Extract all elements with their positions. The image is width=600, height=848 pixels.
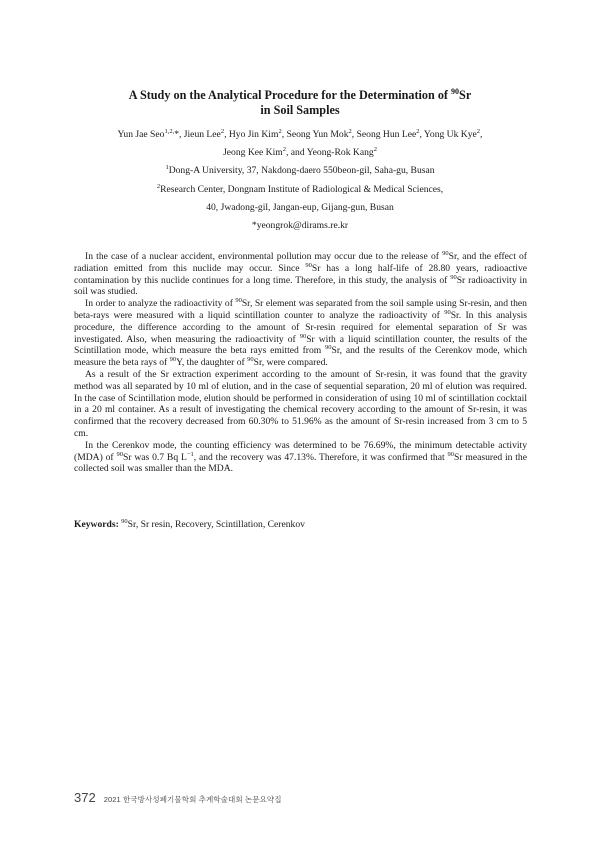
- page-number: 372: [74, 790, 96, 805]
- abstract-paragraph-3: As a result of the Sr extraction experiment according to the amount of Sr-resin, it was found that the gravity method was all separated by 10 ml of elution, and in the case of sequential separation, 20 ml of elution was required. In the case of Scintillation mode, elution should be performed in consideration of using 10 ml of scintillation cocktail in a 20 ml container. As a result of investigating the chemical recovery according to the amount of Sr-resin, it was confirmed that the recovery decreased from 60.30% to 51.96% as the amount of Sr-resin increased from 3 cm to 5 cm.: [74, 368, 527, 439]
- author-list-line-1: Yun Jae Seo$^{1,2,}$*, Jieun Lee$^2$, Hyo Jin Kim$^2$, Seong Yun Mok$^2$, Seong Hun Lee$^2$, Yong Uk Kye$^2$,: [117, 127, 483, 140]
- abstract-paragraph-4: In the Cerenkov mode, the counting efficiency was determined to be 76.69%, the minimum detectable activity (MDA) of $^{90}$Sr was 0.7 Bq $L^{-1}$, and the recovery was 47.13%. Therefore, it was confirmed that $^{90}$Sr measured in the collected soil was smaller than the MDA.: [74, 439, 527, 475]
- abstract-paragraph-1: In the case of a nuclear accident, environmental pollution may occur due to the release of $^{90}$Sr, and the effect of radiation emitted from this nuclide may occur. Since $^{90}$Sr has a long half-life of 28.80 years, radioactive contamination by this nuclide continues for a long time. Therefore, in this study, the analysis of $^{90}$Sr radioactivity in soil was studied.: [74, 249, 528, 298]
- paper-title: A Study on the Analytical Procedure for the Determination of $^{90}$Sr in Soil Samples: [128, 86, 472, 117]
- abstract: [74, 251, 527, 475]
- keywords: Keywords: $^{90}$Sr, Sr resin, Recovery, Scintillation, Cerenkov: [74, 517, 305, 530]
- journal-name: 2021 한국방사성폐기물학회 추계학술대회 논문요약집: [103, 795, 282, 804]
- corresponding-email: *yeongrok@dirams.re.kr: [251, 220, 349, 231]
- keywords-label: Keywords:: [74, 519, 119, 530]
- page-footer: [74, 790, 282, 805]
- abstract-paragraph-2: In order to analyze the radioactivity of $^{90}$Sr, Sr element was separated from the soil sample using Sr-resin, and then beta-rays were measured with a liquid scintillation counter to analyze the radioactivity of $^{90}$Sr. In this analysis procedure, the difference according to the amount of Sr-resin required for elemental separation of Sr was investigated. Also, when measuring the radioactivity of $^{90}$Sr with a liquid scintillation counter, the results of the Scintillation mode, which measure the beta rays emitted from $^{90}$Sr, and the results of the Cerenkov mode, which measure the beta rays of $^{90}$Y, the daughter of $^{90}$Sr, were compared.: [74, 297, 527, 369]
- affiliation-2: $^2$Research Center, Dongnam Institute of Radiological & Medical Sciences,: [156, 182, 444, 195]
- author-list-line-2: Jeong Kee Kim$^2$, and Yeong-Rok Kang$^2$: [223, 145, 377, 158]
- affiliation-1: $^1$Dong-A University, 37, Nakdong-daero 550beon-gil, Saha-gu, Busan: [165, 163, 435, 176]
- keywords-text: Sr, Sr resin, Recovery, Scintillation, Cerenkov: [127, 519, 305, 530]
- affiliation-2-address: 40, Jwadong-gil, Jangan-eup, Gijang-gun, Busan: [206, 202, 394, 213]
